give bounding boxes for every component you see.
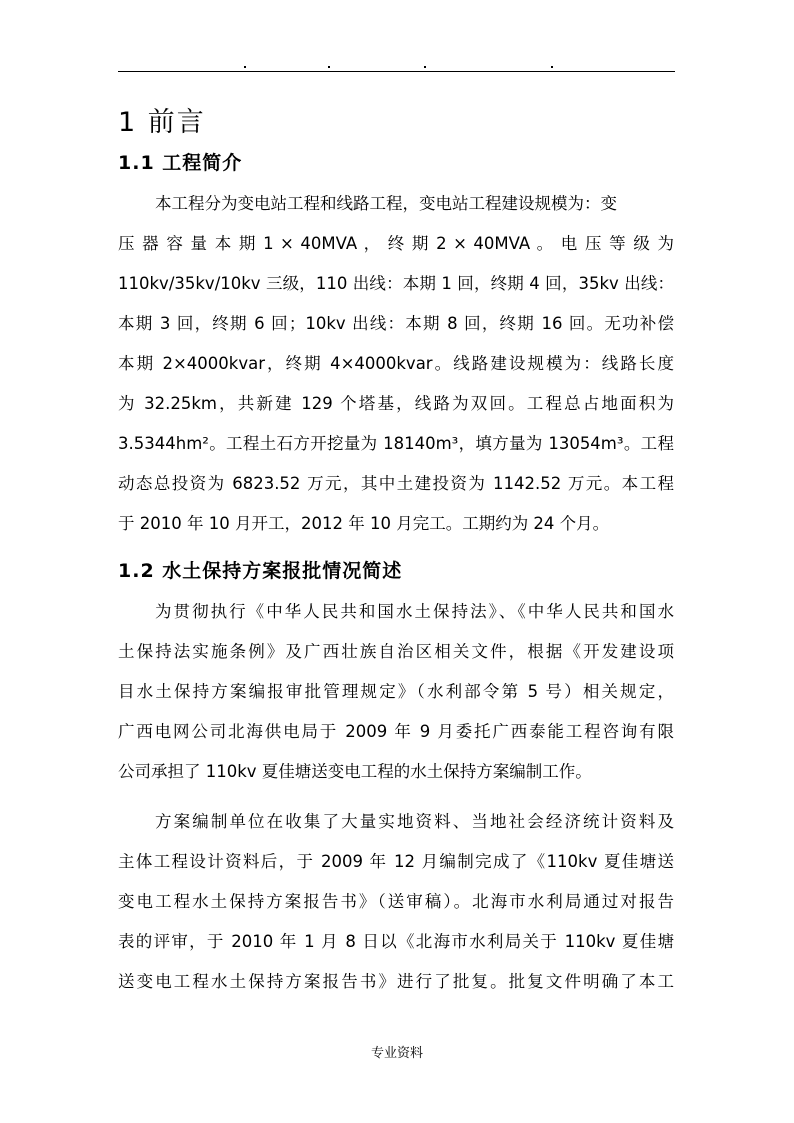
section-heading-1-1: 1.1 工程简介: [118, 152, 243, 174]
body-line: 目水土保持方案编报审批管理规定》（水利部令第 5 号）相关规定，: [118, 682, 674, 701]
body-line: 送变电工程水土保持方案报告书》进行了批复。批复文件明确了本工: [118, 972, 674, 991]
body-line: 变电工程水土保持方案报告书》（送审稿）。北海市水利局通过对报告: [118, 892, 674, 911]
header-dot: [551, 66, 553, 68]
body-line: 于 2010 年 10 月开工，2012 年 10 月完工。工期约为 24 个月。: [118, 514, 610, 533]
chapter-heading: 1 前言: [118, 107, 206, 138]
body-line: 广西电网公司北海供电局于 2009 年 9 月委托广西泰能工程咨询有限: [118, 722, 674, 741]
body-line: 3.5344hm²。工程土石方开挖量为 18140m³，填方量为 13054m³。工程: [118, 434, 674, 453]
body-line: 压 器 容 量 本 期 1 × 40MVA ， 终 期 2 × 40MVA 。 电 压 等 级 为: [118, 234, 674, 253]
body-line: 本期 2×4000kvar，终期 4×4000kvar。线路建设规模为：线路长度: [118, 354, 674, 373]
page-footer: 专业资料: [370, 1046, 423, 1061]
body-line: 110kv/35kv/10kv 三级，110 出线：本期 1 回，终期 4 回，35kv 出线：: [118, 274, 674, 293]
section-heading-1-2: 1.2 水土保持方案报批情况简述: [118, 560, 403, 582]
body-line: 方案编制单位在收集了大量实地资料、当地社会经济统计资料及: [155, 812, 674, 831]
body-line: 为贯彻执行《中华人民共和国水土保持法》、《中华人民共和国水: [155, 602, 674, 621]
body-line: 公司承担了 110kv 夏佳塘送变电工程的水土保持方案编制工作。: [118, 762, 592, 781]
body-line: 动态总投资为 6823.52 万元，其中土建投资为 1142.52 万元。本工程: [118, 474, 674, 493]
body-line: 为 32.25km，共新建 129 个塔基，线路为双回。工程总占地面积为: [118, 394, 674, 413]
body-line: 土保持法实施条例》及广西壮族自治区相关文件，根据《开发建设项: [118, 642, 674, 661]
body-line: 表的评审，于 2010 年 1 月 8 日以《北海市水利局关于 110kv 夏佳塘: [118, 932, 674, 951]
header-dot: [424, 66, 426, 68]
body-line: 主体工程设计资料后，于 2009 年 12 月编制完成了《110kv 夏佳塘送: [118, 852, 674, 871]
body-line: 本期 3 回，终期 6 回；10kv 出线：本期 8 回，终期 16 回。无功补偿: [118, 314, 674, 333]
header-dot: [244, 66, 246, 68]
header-dot: [328, 66, 330, 68]
body-line: 本工程分为变电站工程和线路工程，变电站工程建设规模为：变: [155, 194, 617, 213]
header-rule: [118, 71, 675, 72]
